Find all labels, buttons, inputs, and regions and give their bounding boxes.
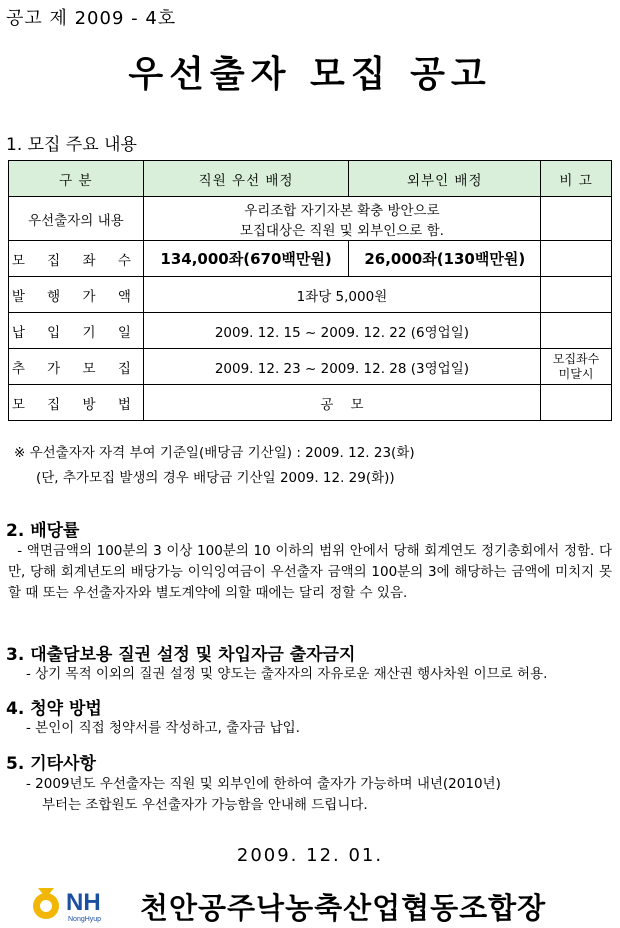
row-value	[143, 197, 540, 241]
row-value: 공 모	[143, 385, 540, 421]
section4-heading: 4. 청약 방법	[6, 699, 102, 719]
value-line: 모집대상은 직원 및 외부인으로 함.	[239, 222, 444, 239]
section5-heading: 5. 기타사항	[6, 754, 96, 774]
table-row	[9, 241, 612, 277]
row-label: 우선출자의 내용	[9, 197, 144, 241]
row-label: 발 행 가 액	[9, 277, 144, 313]
organization-name: 천안공주낙농축산업협동조합장	[140, 891, 547, 925]
table-row	[9, 385, 612, 421]
table-row	[9, 197, 612, 241]
row-label: 모 집 좌 수	[9, 241, 144, 277]
external-allocation: 26,000좌(130백만원)	[349, 241, 541, 277]
row-note	[541, 241, 612, 277]
row-note	[541, 277, 612, 313]
note-criteria: ※ 우선출자자 자격 부여 기준일(배당금 기산일) : 2009. 12. 23(화)	[14, 445, 415, 461]
section2-heading: 2. 배당률	[6, 521, 80, 541]
table-row	[9, 349, 612, 385]
row-value: 2009. 12. 23 ~ 2009. 12. 28 (3영업일)	[143, 349, 540, 385]
row-note	[541, 349, 612, 385]
col-header-category: 구 분	[9, 161, 144, 197]
note-additional: (단, 추가모집 발생의 경우 배당금 기산일 2009. 12. 29(화))	[36, 470, 395, 486]
section4-body: - 본인이 직접 청약서를 작성하고, 출자금 납입.	[26, 720, 300, 736]
section5-body-line1: - 2009년도 우선출자는 직원 및 외부인에 한하여 출자가 가능하며 내년(2010년)	[26, 776, 501, 792]
section3-heading: 3. 대출담보용 질권 설정 및 차입자금 출자금지	[6, 645, 356, 665]
notice-date: 2009. 12. 01.	[236, 845, 384, 866]
logo-sub-text: NongHyup	[68, 916, 102, 923]
value-line: 우리조합 자기자본 확충 방안으로	[244, 202, 440, 219]
recruitment-table	[8, 160, 612, 421]
row-value: 2009. 12. 15 ~ 2009. 12. 22 (6영업일)	[143, 313, 540, 349]
section2-body: - 액면금액의 100분의 3 이상 100분의 10 이하의 범위 안에서 당해 회계연도 정기총회에서 정함. 다만, 당해 회계년도의 배당가능 이익잉여금이 우선출자 금액의 100분의 3에 해당하는 금액에 미치지 못할 때 또는 우선출자자와 별도계약에 의할 때에는 달리 정할 수 있음.	[8, 543, 613, 601]
note-line: 미달시	[558, 366, 594, 381]
table-row	[9, 313, 612, 349]
col-header-remarks: 비 고	[541, 161, 612, 197]
doc-number: 공고 제 2009 - 4호	[6, 8, 177, 29]
nh-logo	[30, 884, 130, 924]
section5-body-line2: 부터는 조합원도 우선출자가 가능함을 안내해 드립니다.	[42, 797, 368, 813]
page-title: 우선출자 모집 공고	[128, 54, 492, 95]
note-line: 모집좌수	[552, 351, 600, 366]
row-note	[541, 385, 612, 421]
nh-symbol-icon	[30, 884, 130, 924]
section3-body: - 상기 목적 이외의 질권 설정 및 양도는 출자자의 자유로운 재산권 행사차원 이므로 허용.	[26, 666, 548, 682]
col-header-internal: 직원 우선 배정	[143, 161, 349, 197]
row-label: 납 입 기 일	[9, 313, 144, 349]
logo-nh-text: NH	[66, 889, 101, 916]
table-header-row	[9, 161, 612, 197]
internal-allocation: 134,000좌(670백만원)	[143, 241, 349, 277]
row-label: 모 집 방 법	[9, 385, 144, 421]
row-note	[541, 313, 612, 349]
section1-heading: 1. 모집 주요 내용	[6, 135, 137, 155]
row-value: 1좌당 5,000원	[143, 277, 540, 313]
row-label: 추 가 모 집	[9, 349, 144, 385]
table-row	[9, 277, 612, 313]
row-note	[541, 197, 612, 241]
col-header-external: 외부인 배정	[349, 161, 541, 197]
